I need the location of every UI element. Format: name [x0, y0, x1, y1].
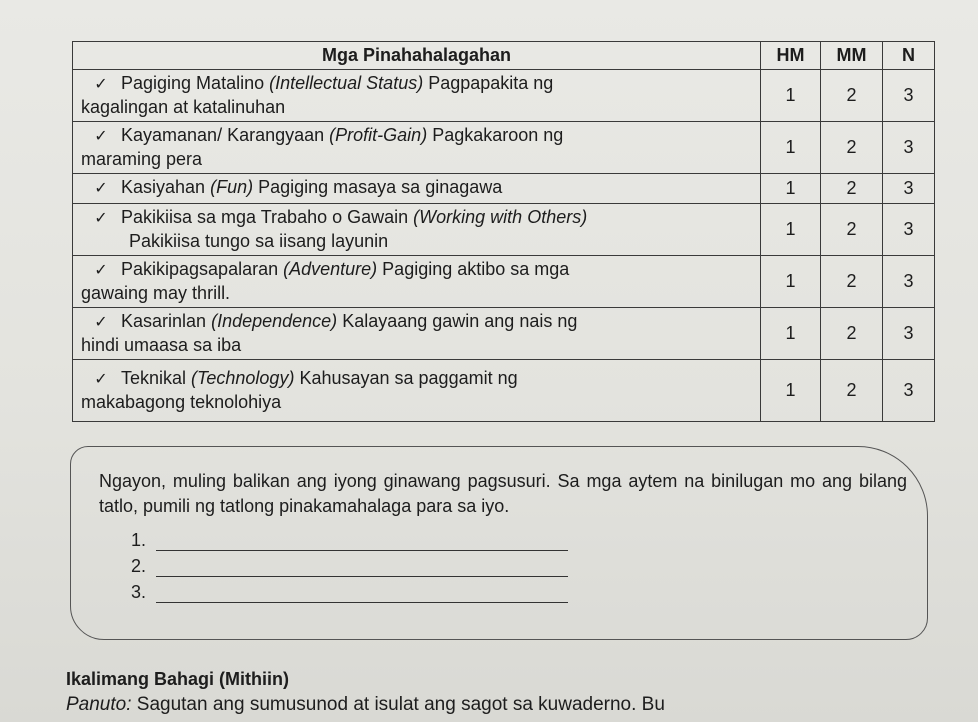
table-row: [73, 174, 935, 204]
value-desc-cont: Pakikiisa tungo sa iisang layunin: [129, 231, 389, 251]
value-name: Pakikiisa sa mga Trabaho o Gawain: [121, 207, 409, 227]
n-cell: 3: [883, 256, 935, 308]
value-desc: Pagiging masaya sa ginagawa: [253, 177, 503, 197]
mm-cell: 2: [821, 308, 883, 360]
value-cell: [73, 360, 761, 422]
value-name: Kayamanan/ Karangyaan: [121, 125, 325, 145]
value-cell: [73, 174, 761, 204]
value-cell: [73, 122, 761, 174]
value-desc: Kalayaang gawin ang nais ng: [337, 311, 578, 331]
mm-cell: 2: [821, 174, 883, 204]
hm-cell: 1: [761, 308, 821, 360]
hm-cell: 1: [761, 204, 821, 256]
check-mark-icon: ✓: [94, 180, 108, 197]
hm-cell: 1: [761, 256, 821, 308]
section-title: Ikalimang Bahagi (Mithiin): [66, 669, 290, 689]
mm-cell: 2: [821, 122, 883, 174]
value-desc-cont: hindi umaasa sa iba: [81, 335, 242, 355]
value-desc: Kahusayan sa paggamit ng: [294, 368, 518, 388]
header-values: Mga Pinahahalagahan: [73, 42, 761, 70]
n-cell: 3: [883, 70, 935, 122]
header-mm: MM: [821, 42, 883, 70]
header-n: N: [883, 42, 935, 70]
value-cell: [73, 70, 761, 122]
value-cell: [73, 204, 761, 256]
n-cell: 3: [883, 308, 935, 360]
answer-blank[interactable]: [156, 532, 568, 551]
value-cell: [73, 308, 761, 360]
value-name: Kasarinlan: [121, 311, 207, 331]
hm-cell: 1: [761, 174, 821, 204]
check-mark-icon: ✓: [94, 128, 108, 145]
table-row: [73, 308, 935, 360]
check-mark-icon: ✓: [94, 210, 108, 227]
hm-cell: 1: [761, 122, 821, 174]
instruction-text: Ngayon, muling balikan ang iyong ginawang pagsusuri. Sa mga aytem na binilugan mo ang bilang tatlo, pumili ng tatlong pinakamahalaga para sa iyo.: [99, 471, 907, 516]
mm-cell: 2: [821, 256, 883, 308]
value-english: (Fun): [210, 177, 254, 197]
n-cell: 3: [883, 122, 935, 174]
table-row: [73, 122, 935, 174]
value-english: (Adventure): [283, 259, 378, 279]
check-mark-icon: ✓: [94, 76, 108, 93]
values-table: [72, 41, 935, 422]
value-desc: Pagkakaroon ng: [427, 125, 564, 145]
value-english: (Intellectual Status): [269, 73, 424, 93]
answer-line-1: [131, 530, 568, 551]
value-desc-cont: maraming pera: [81, 149, 203, 169]
table-row: [73, 70, 935, 122]
check-mark-icon: ✓: [94, 314, 108, 331]
instruction-box: [70, 446, 928, 640]
n-cell: 3: [883, 174, 935, 204]
value-english: (Profit-Gain): [329, 125, 428, 145]
directions-text: Sagutan ang sumusunod at isulat ang sagot sa kuwaderno. Bu: [131, 694, 665, 715]
answer-blank[interactable]: [156, 558, 568, 577]
n-cell: 3: [883, 360, 935, 422]
table-row: [73, 204, 935, 256]
check-mark-icon: ✓: [94, 371, 108, 388]
value-english: (Independence): [211, 311, 338, 331]
mm-cell: 2: [821, 70, 883, 122]
hm-cell: 1: [761, 70, 821, 122]
value-desc: Pagiging aktibo sa mga: [377, 259, 570, 279]
answer-line-2: [131, 556, 568, 577]
hm-cell: 1: [761, 360, 821, 422]
mm-cell: 2: [821, 204, 883, 256]
value-cell: [73, 256, 761, 308]
value-desc-cont: gawaing may thrill.: [81, 283, 231, 303]
answer-number: 1.: [131, 530, 147, 550]
value-desc-cont: makabagong teknolohiya: [81, 392, 282, 412]
mm-cell: 2: [821, 360, 883, 422]
answer-line-3: [131, 582, 568, 603]
directions-label: Panuto:: [66, 694, 132, 715]
header-hm: HM: [761, 42, 821, 70]
value-desc: Pagpapakita ng: [423, 73, 554, 93]
directions: [66, 694, 665, 716]
value-name: Kasiyahan: [121, 177, 206, 197]
table-row: [73, 360, 935, 422]
value-name: Pagiging Matalino: [121, 73, 265, 93]
table-row: [73, 256, 935, 308]
value-english: (Working with Others): [413, 207, 588, 227]
value-name: Pakikipagsapalaran: [121, 259, 279, 279]
value-desc-cont: kagalingan at katalinuhan: [81, 97, 286, 117]
answer-number: 3.: [131, 582, 147, 602]
value-english: (Technology): [191, 368, 295, 388]
answer-blank[interactable]: [156, 584, 568, 603]
n-cell: 3: [883, 204, 935, 256]
check-mark-icon: ✓: [94, 262, 108, 279]
table-header-row: [73, 42, 935, 70]
answer-number: 2.: [131, 556, 147, 576]
value-name: Teknikal: [121, 368, 187, 388]
